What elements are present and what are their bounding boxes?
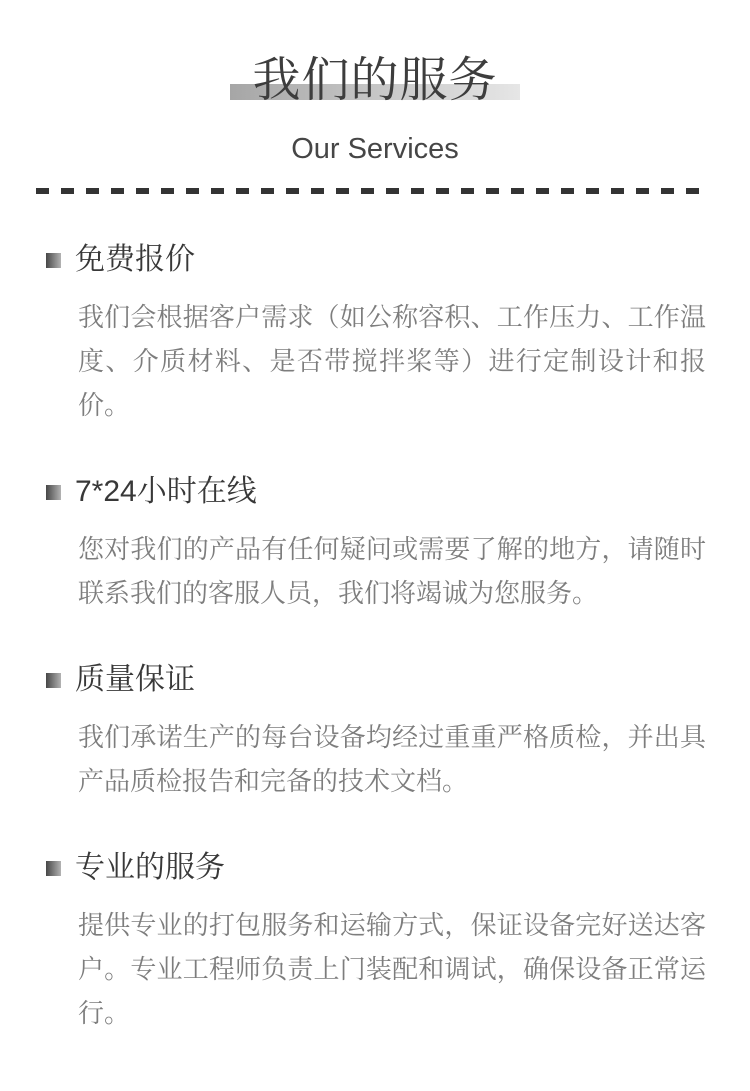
service-title-row xyxy=(46,242,706,278)
page-title: 我们的服务 xyxy=(252,54,498,107)
service-item-quality-guarantee xyxy=(46,662,706,803)
section-header xyxy=(0,54,750,166)
service-title: 7*24小时在线 xyxy=(75,475,257,508)
square-bullet-icon xyxy=(46,253,61,268)
service-description: 我们承诺生产的每台设备均经过重重严格质检，并出具产品质检报告和完备的技术文档。 xyxy=(78,722,706,796)
service-title: 免费报价 xyxy=(75,243,195,276)
square-bullet-icon xyxy=(46,861,61,876)
page-subtitle: Our Services xyxy=(291,133,459,165)
service-description: 提供专业的打包服务和运输方式，保证设备完好送达客户。专业工程师负责上门装配和调试，确保设备正常运行。 xyxy=(78,910,706,1028)
service-item-professional-service xyxy=(46,850,706,1035)
service-item-online-support xyxy=(46,474,706,615)
dashed-divider xyxy=(36,188,705,194)
service-title-row xyxy=(46,474,706,510)
services-list xyxy=(0,242,750,1035)
square-bullet-icon xyxy=(46,673,61,688)
page-title-wrap xyxy=(252,54,497,108)
service-description: 我们会根据客户需求（如公称容积、工作压力、工作温度、介质材料、是否带搅拌桨等）进行定制设计和报价。 xyxy=(78,302,706,420)
service-item-free-quote xyxy=(46,242,706,427)
service-title: 专业的服务 xyxy=(75,851,225,884)
service-title-row xyxy=(46,850,706,886)
service-description: 您对我们的产品有任何疑问或需要了解的地方，请随时联系我们的客服人员，我们将竭诚为您服务。 xyxy=(78,534,706,608)
service-title-row xyxy=(46,662,706,698)
service-title: 质量保证 xyxy=(75,663,195,696)
square-bullet-icon xyxy=(46,485,61,500)
